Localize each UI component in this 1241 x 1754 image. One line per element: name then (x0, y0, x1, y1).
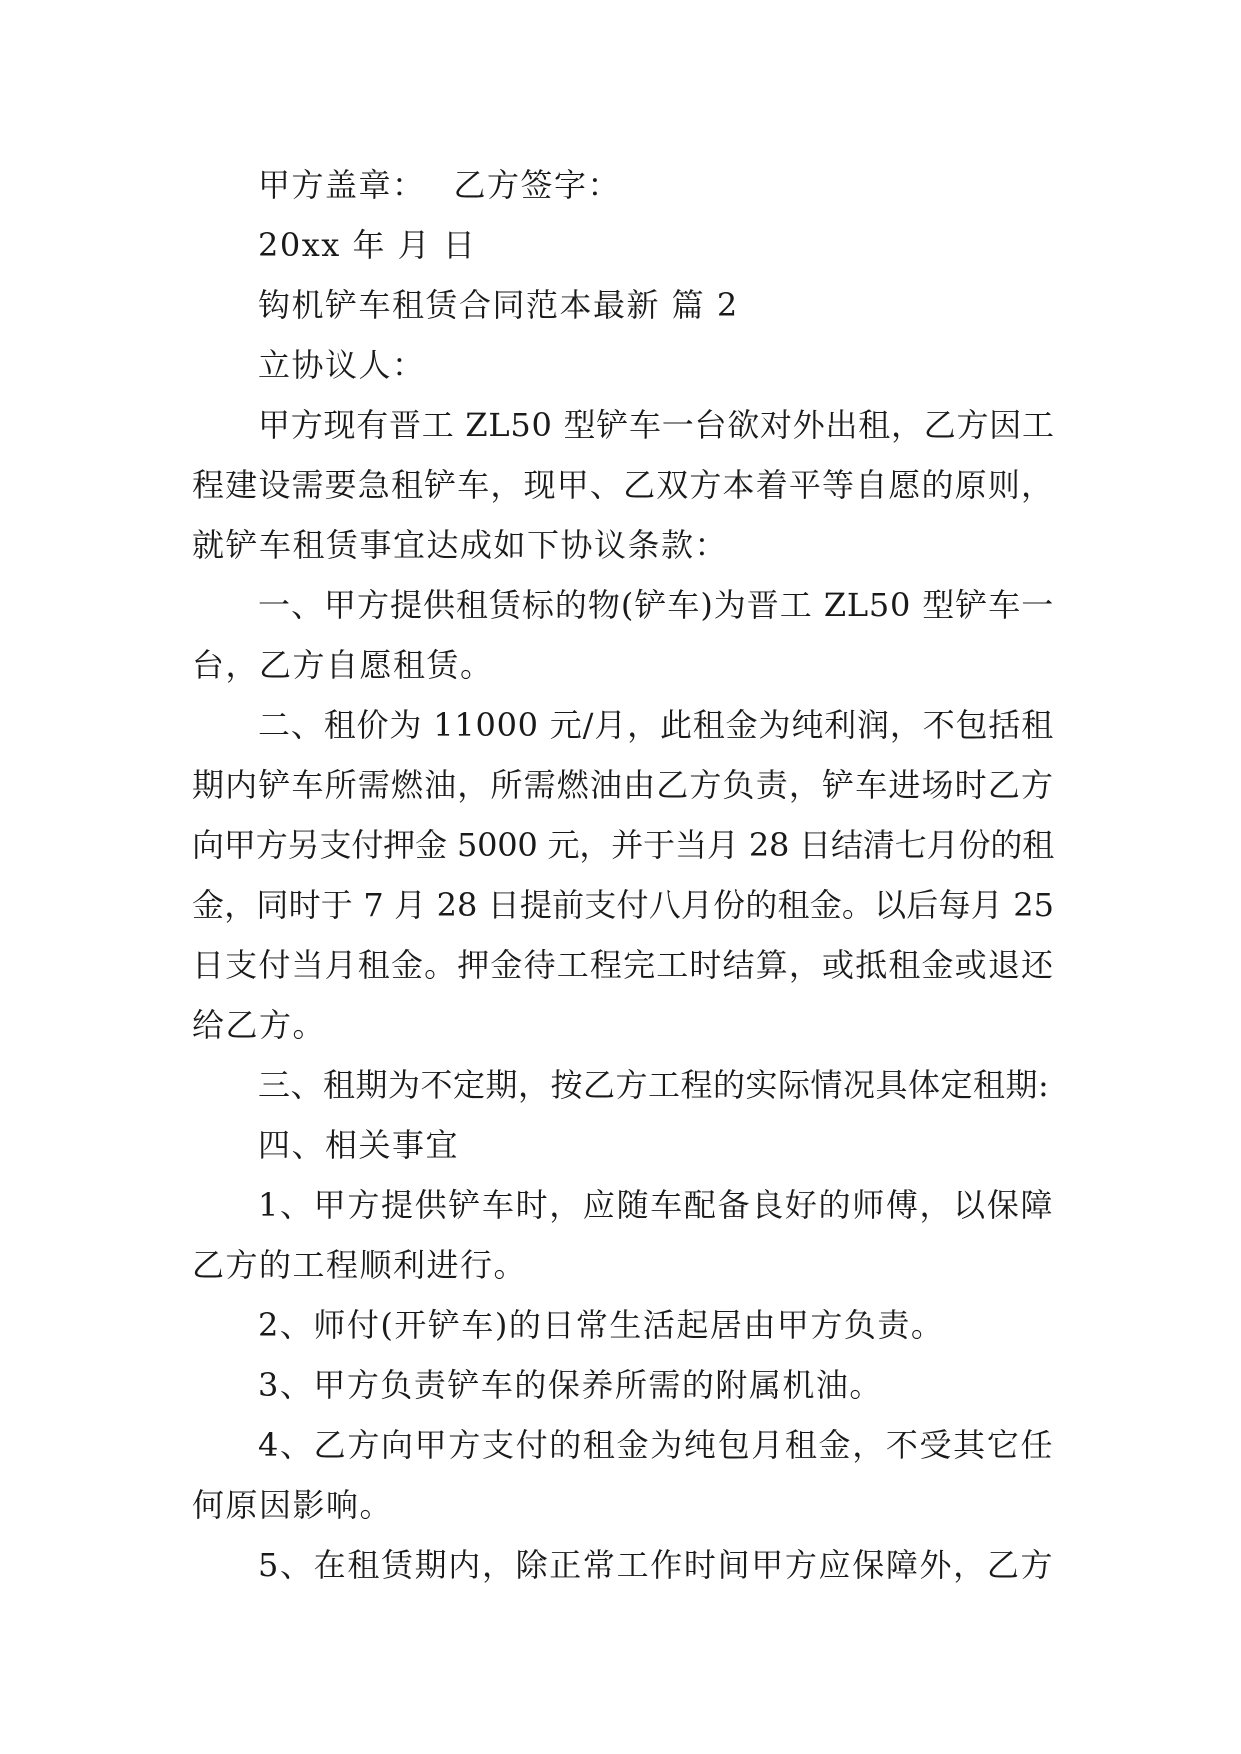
paragraph-line: 四、相关事宜 (258, 1126, 460, 1164)
paragraph-line: 1、甲方提供铲车时，应随车配备良好的师傅，以保障 (258, 1186, 1054, 1224)
party-a-seal-label: 甲方盖章： (258, 166, 426, 204)
paragraph-line: 乙方的工程顺利进行。 (192, 1246, 528, 1284)
paragraph-line: 3、甲方负责铲车的保养所需的附属机油。 (258, 1366, 883, 1404)
date-line: 20xx 年 月 日 (258, 226, 477, 264)
parties-label: 立协议人： (258, 346, 426, 384)
document-body (192, 155, 1054, 1595)
paragraph-line: 就铲车租赁事宜达成如下协议条款： (192, 526, 729, 564)
paragraph-line: 金，同时于 7 月 28 日提前支付八月份的租金。以后每月 25 (192, 886, 1054, 924)
paragraph-line: 三、租期为不定期，按乙方工程的实际情况具体定租期: (258, 1066, 1050, 1104)
paragraph-line: 甲方现有晋工 ZL50 型铲车一台欲对外出租，乙方因工 (258, 406, 1055, 444)
paragraph-line: 二、租价为 11000 元/月，此租金为纯利润，不包括租 (258, 706, 1054, 744)
paragraph-line: 程建设需要急租铲车，现甲、乙双方本着平等自愿的原则， (192, 466, 1054, 504)
paragraph-line: 向甲方另支付押金 5000 元，并于当月 28 日结清七月份的租 (192, 826, 1054, 864)
paragraph-line: 给乙方。 (192, 1006, 327, 1044)
section-title: 钩机铲车租赁合同范本最新 篇 2 (258, 286, 739, 324)
party-b-signature-label: 乙方签字： (453, 166, 622, 204)
paragraph-line: 一、甲方提供租赁标的物(铲车)为晋工 ZL50 型铲车一 (258, 586, 1054, 624)
paragraph-line: 2、师付(开铲车)的日常生活起居由甲方负责。 (258, 1306, 945, 1344)
paragraph-line: 期内铲车所需燃油，所需燃油由乙方负责，铲车进场时乙方 (192, 766, 1054, 804)
paragraph-line: 日支付当月租金。押金待工程完工时结算，或抵租金或退还 (192, 946, 1054, 984)
paragraph-line: 台，乙方自愿租赁。 (192, 646, 494, 684)
paragraph-line: 何原因影响。 (192, 1486, 394, 1524)
paragraph-line: 5、在租赁期内，除正常工作时间甲方应保障外，乙方 (258, 1546, 1054, 1584)
paragraph-line: 4、乙方向甲方支付的租金为纯包月租金，不受其它任 (258, 1426, 1054, 1464)
signature-line (192, 155, 1054, 215)
